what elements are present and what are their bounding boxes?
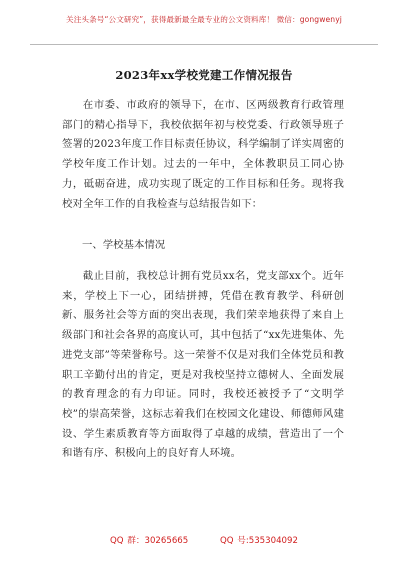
footer-qq-number: QQ 号:535304092 xyxy=(219,536,298,546)
header-divider xyxy=(30,44,378,45)
header-promo-text: 关注头条号“公文研究”，获得最新最全最专业的公文资料库！ 微信：gongwenyj xyxy=(66,15,342,24)
footer-qq-group: QQ 群：30265665 xyxy=(110,536,189,546)
basic-info-paragraph: 截止目前，我校总计拥有党员xx名，党支部xx个。近年来，学校上下一心，团结拼搏，凭借在教育教学、科研创新、服务社会等方面的突出表现，我们荣幸地获得了来自上级部门和社会各界的高度认可，其中包括了“xx先进集体、先进党支部”等荣誉称号。这一荣誉不仅是对我们全体党员和教职工辛勤付出的肯定，更是对我校坚持立德树人、全面发展的教育理念的有力印证。同时，我校还被授予了“文明学校”的崇高荣誉，这标志着我们在校园文化建设、师德师风建设、学生素质教育等方面取得了卓越的成绩，营造出了一个和谐有序、积极向上的良好育人环境。 xyxy=(62,270,344,460)
section-heading-basic-info: 一、学校基本情况 xyxy=(82,239,166,251)
intro-paragraph: 在市委、市政府的领导下，在市、区两级教育行政管理部门的精心指导下，我校依据年初与校党委、行政领导班子签署的2023年度工作目标责任协议，科学编制了详实周密的学校年度工作计划。过去的一年中，全体教职员工同心协力，砥砺奋进，成功实现了既定的工作目标和任务。现将我校对全年工作的自我检查与总结报告如下： xyxy=(62,99,344,210)
document-title: 2023年xx学校党建工作情况报告 xyxy=(115,68,293,82)
footer-contact xyxy=(0,534,408,546)
